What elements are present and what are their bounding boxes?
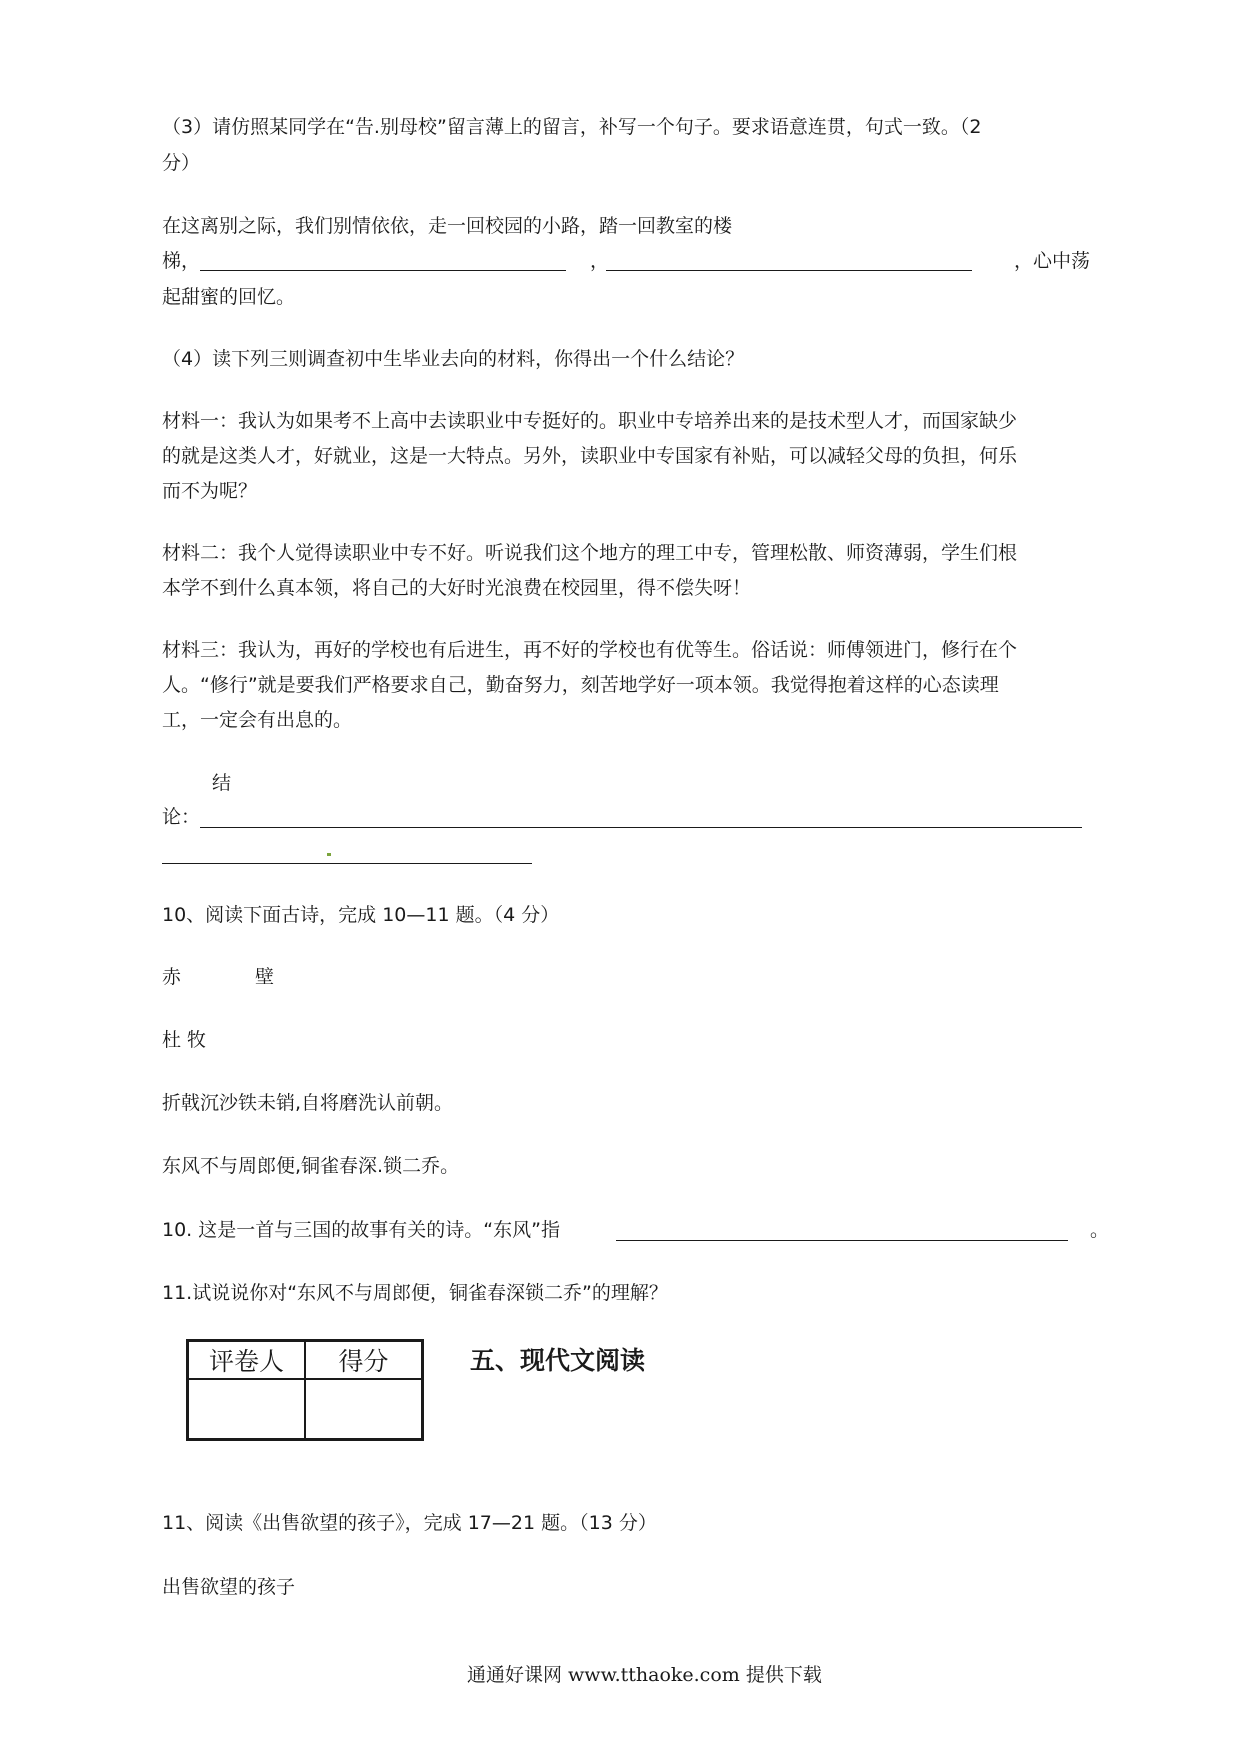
q4-material-2-line1: 材料二：我个人觉得读职业中专不好。听说我们这个地方的理工中专，管理松散、师资薄弱，学生们根 xyxy=(162,542,1018,564)
poem-line-2: 东风不与周郎便,铜雀春深.锁二乔。 xyxy=(162,1155,460,1177)
q4-conclusion-label-char1: 结 xyxy=(212,772,232,794)
q3-comma: ， xyxy=(590,250,610,272)
q3-prompt-line2: 分） xyxy=(162,152,201,174)
q4-material-1-line2: 的就是这类人才，好就业，这是一大特点。另外，读职业中专国家有补贴，可以减轻父母的负担，何乐 xyxy=(162,445,1018,467)
q10-end-period: 。 xyxy=(1090,1219,1110,1241)
section-5-intro: 11、阅读《出售欲望的孩子》，完成 17—21 题。（13 分） xyxy=(162,1512,657,1534)
q10-question: 10. 这是一首与三国的故事有关的诗。“东风”指 xyxy=(162,1219,560,1241)
score-table-grader-cell[interactable] xyxy=(188,1379,306,1440)
page-footer: 通通好课网 www.tthaoke.com 提供下载 xyxy=(467,1664,822,1686)
score-table xyxy=(186,1339,424,1441)
q11-question: 11.试说说你对“东风不与周郎便，铜雀春深锁二乔”的理解？ xyxy=(162,1282,668,1304)
q4-material-3-line3: 工，一定会有出息的。 xyxy=(162,709,353,731)
q10-answer-blank[interactable] xyxy=(616,1240,1068,1241)
q4-material-3-line1: 材料三：我认为，再好的学校也有后进生，再不好的学校也有优等生。俗话说：师傅领进门，修行在个 xyxy=(162,639,1018,661)
q3-prompt-line1: （3）请仿照某同学在“告.别母校”留言薄上的留言，补写一个句子。要求语意连贯，句式一致。（2 xyxy=(162,116,982,138)
score-table-score-cell[interactable] xyxy=(305,1379,423,1440)
scan-speck xyxy=(327,853,331,856)
q4-conclusion-blank-2[interactable] xyxy=(162,863,532,864)
score-table-header-grader: 评卷人 xyxy=(188,1341,306,1380)
q3-sentence-start: 梯， xyxy=(162,250,201,272)
q4-material-3-line2: 人。“修行”就是要我们严格要求自己，勤奋努力，刻苦地学好一项本领。我觉得抱着这样的心态读理 xyxy=(162,674,999,696)
q4-material-2-line2: 本学不到什么真本领，将自己的大好时光浪费在校园里，得不偿失呀！ xyxy=(162,577,752,599)
story-title: 出售欲望的孩子 xyxy=(162,1576,296,1598)
poem-title-char2: 壁 xyxy=(255,966,275,988)
poem-line-1: 折戟沉沙铁未销,自将磨洗认前朝。 xyxy=(162,1092,454,1114)
q3-sentence-mid: ，心中荡 xyxy=(1014,250,1091,272)
q4-material-1-line3: 而不为呢？ xyxy=(162,480,258,502)
q4-question: （4）读下列三则调查初中生毕业去向的材料，你得出一个什么结论？ xyxy=(162,348,745,370)
q3-sentence-line1: 在这离别之际，我们别情依依，走一回校园的小路，踏一回教室的楼 xyxy=(162,215,733,237)
q4-conclusion-blank-1[interactable] xyxy=(200,827,1082,828)
q3-sentence-end: 起甜蜜的回忆。 xyxy=(162,286,296,308)
q4-material-1-line1: 材料一：我认为如果考不上高中去读职业中专挺好的。职业中专培养出来的是技术型人才，而国家缺少 xyxy=(162,410,1018,432)
q3-answer-blank-2[interactable] xyxy=(606,270,972,271)
q3-answer-blank-1[interactable] xyxy=(200,270,566,271)
section-5-title: 五、现代文阅读 xyxy=(470,1346,646,1375)
poem-intro: 10、阅读下面古诗，完成 10—11 题。（4 分） xyxy=(162,904,560,926)
poem-author: 杜 牧 xyxy=(162,1029,207,1051)
poem-title-char1: 赤 xyxy=(162,966,182,988)
score-table-header-score: 得分 xyxy=(305,1341,423,1380)
q4-conclusion-label-char2: 论： xyxy=(162,806,201,828)
